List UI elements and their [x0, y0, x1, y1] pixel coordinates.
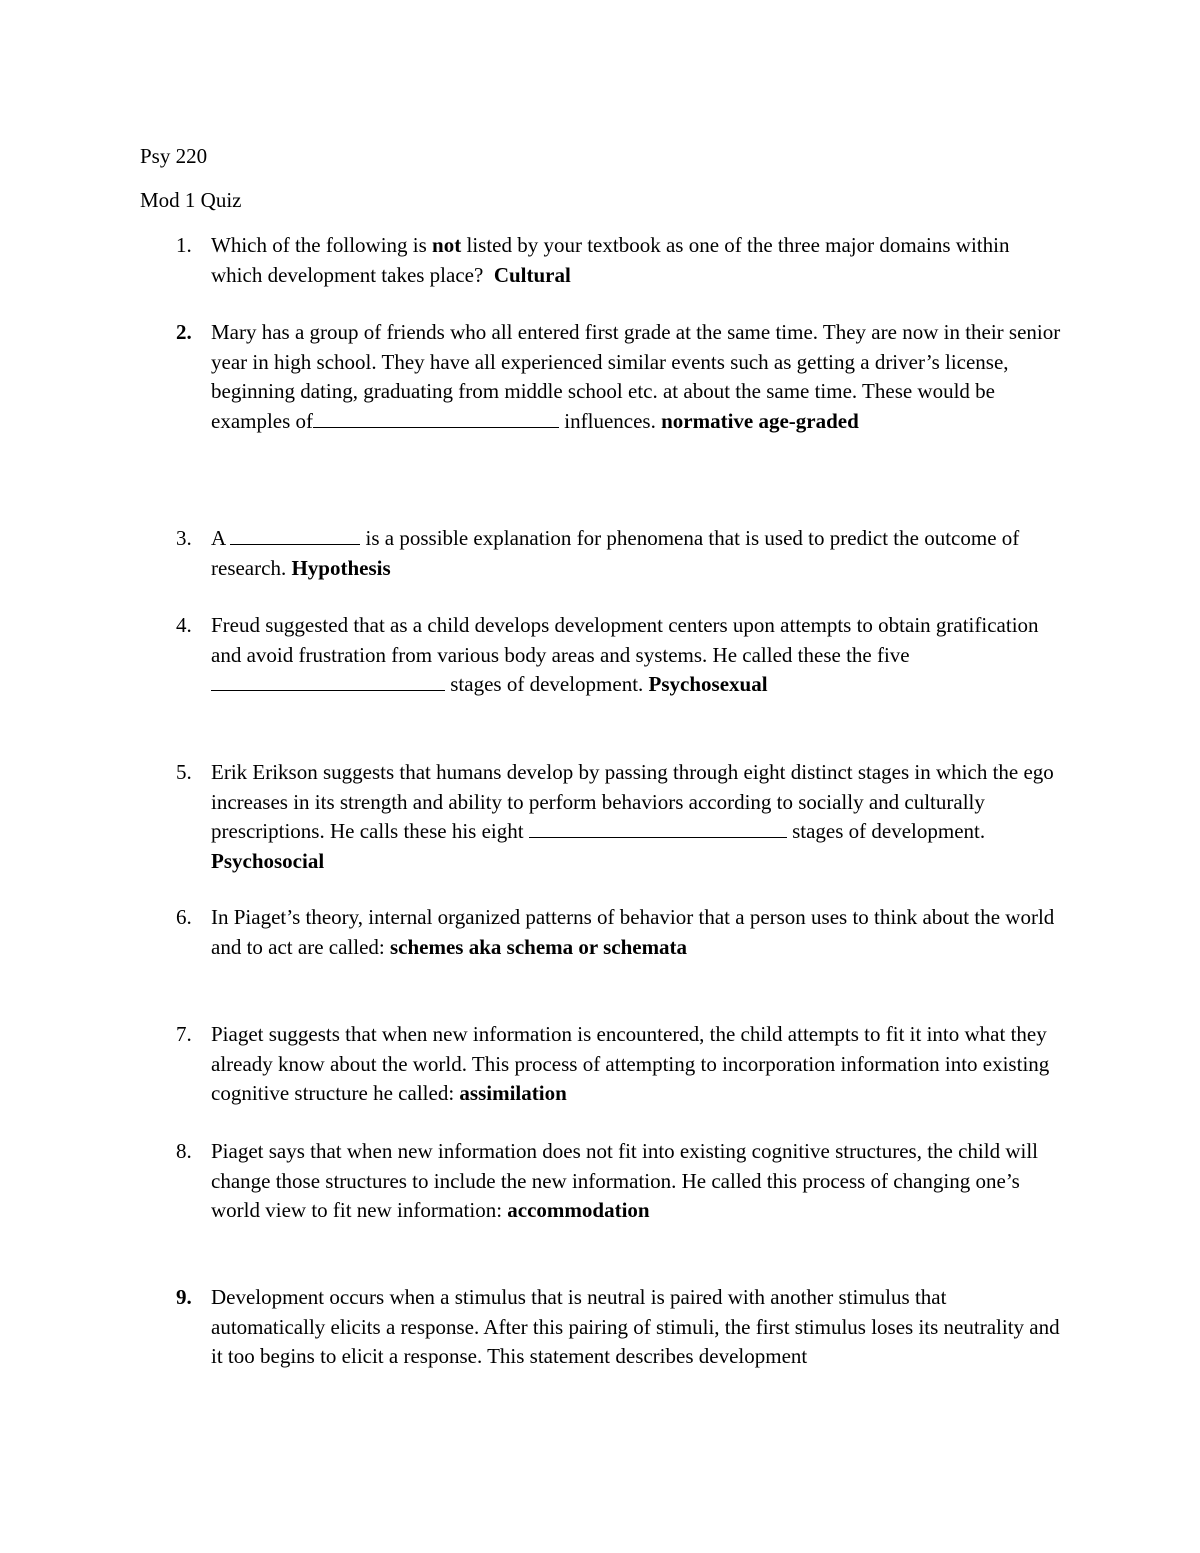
answer: Psychosocial	[211, 848, 325, 873]
question-text	[211, 524, 1061, 583]
answer: Hypothesis	[291, 555, 391, 580]
question-prompt: Freud suggested that as a child develops development centers upon attempts to obtain gratification and avoid frustration from various body areas and systems. He called these the five	[211, 613, 1039, 667]
question-text	[211, 903, 1061, 962]
question-text	[211, 231, 1061, 290]
quiz-title: Mod 1 Quiz	[140, 188, 242, 212]
answer-blank	[230, 524, 360, 545]
question-text	[211, 611, 1061, 700]
answer-blank	[313, 407, 559, 428]
question-prompt: Piaget suggests that when new information is encountered, the child attempts to fit it into what they already know about the world. This process of attempting to incorporation information into existing cognitive structure he called:	[211, 1022, 1050, 1105]
answer: assimilation	[459, 1081, 567, 1105]
question-text	[211, 1020, 1061, 1109]
emphasis-word: not	[432, 233, 462, 257]
question-prompt: Piaget says that when new information does not fit into existing cognitive structures, the child will change those structures to include the new information. He called this process of changing one’s world view to fit new information:	[211, 1139, 1039, 1222]
question-number: 4.	[176, 613, 192, 637]
question-text	[211, 318, 1061, 436]
question-text	[211, 1283, 1061, 1372]
question-prompt: Development occurs when a stimulus that is neutral is paired with another stimulus that automatically elicits a response. After this pairing of stimuli, the first stimulus loses its neutrality and it too begins to elicit a response. This statement describes development	[211, 1285, 1060, 1368]
question-number: 3.	[176, 526, 192, 550]
question-prompt: Which of the following is	[211, 233, 433, 257]
answer: Cultural	[493, 262, 571, 287]
question-prompt-continued: is a possible explanation for phenomena that is used to predict the outcome of research.	[211, 526, 1020, 580]
question-prompt-continued: stages of development.	[445, 672, 644, 696]
question-number: 8.	[176, 1139, 192, 1163]
question-prompt: Erik Erikson suggests that humans develop by passing through eight distinct stages in which the ego increases in its strength and ability to perform behaviors according to socially and culturally prescriptions. He calls these his eight	[211, 760, 1054, 843]
question-prompt: In Piaget’s theory, internal organized patterns of behavior that a person uses to think about the world and to act are called:	[211, 905, 1055, 959]
question-prompt-continued: influences.	[559, 408, 656, 433]
question-number: 5.	[176, 760, 192, 784]
question-number: 2.	[176, 320, 192, 344]
answer: schemes aka schema or schemata	[389, 934, 688, 959]
question-number: 9.	[176, 1285, 192, 1309]
question-prompt: A	[211, 526, 231, 550]
question-text	[211, 1137, 1061, 1226]
course-title: Psy 220	[140, 144, 208, 168]
question-prompt-continued: listed by your textbook as one of the three major domains within which development takes place?	[211, 233, 1010, 287]
question-number: 6.	[176, 905, 192, 929]
question-number: 7.	[176, 1022, 192, 1046]
question-number: 1.	[176, 233, 192, 257]
answer: accommodation	[507, 1198, 650, 1222]
question-prompt-continued: stages of development.	[786, 819, 986, 843]
answer: Psychosexual	[648, 672, 768, 696]
answer-blank	[529, 817, 787, 838]
answer-blank	[211, 670, 445, 691]
question-prompt: Mary has a group of friends who all entered first grade at the same time. They are now in their senior year in high school. They have all experienced similar events such as getting a driver’s license, beginning dating, graduating from middle school etc. at about the same time. These would be examples of	[211, 320, 1061, 433]
question-text	[211, 758, 1061, 876]
answer: normative age-graded	[661, 408, 859, 433]
